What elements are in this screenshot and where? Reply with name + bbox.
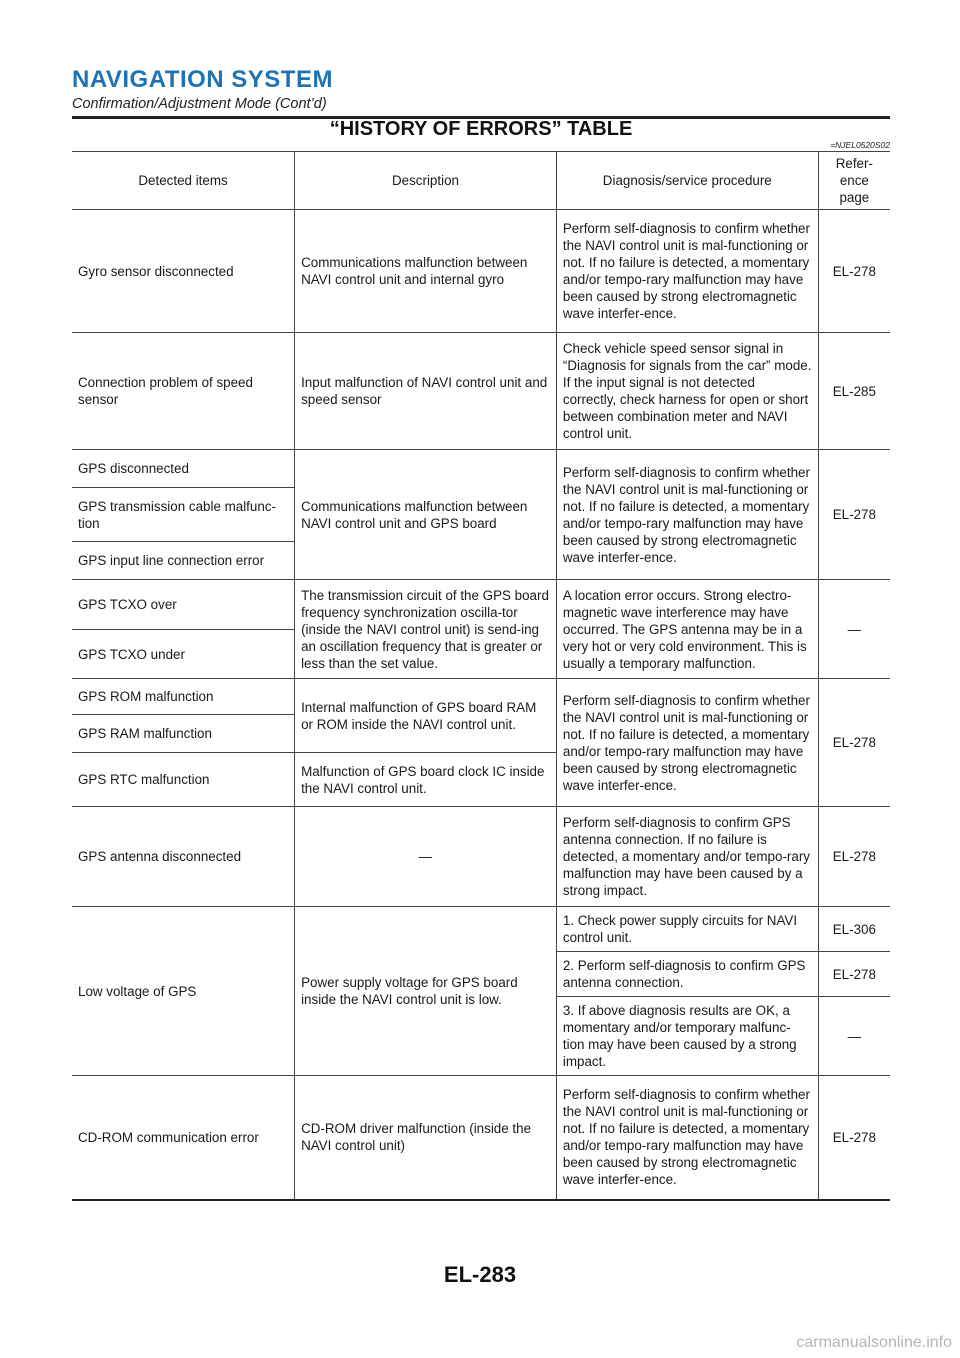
table-row [72, 679, 890, 715]
header-detected-items: Detected items [72, 152, 295, 210]
table-row [72, 580, 890, 630]
detected-item: CD-ROM communication error [72, 1076, 295, 1200]
diagnosis: 1. Check power supply circuits for NAVI control unit. [556, 907, 818, 952]
diagnosis: Perform self-diagnosis to confirm whether the NAVI control unit is mal-functioning or not. If no failure is detected, a momentary and/or tempo-rary malfunction may have been caused by strong electromagnetic wave interfer-ence. [556, 679, 818, 807]
reference-page: EL-278 [818, 807, 890, 907]
table-row [72, 333, 890, 450]
detected-item: GPS RTC malfunction [72, 753, 295, 807]
table-row [72, 1076, 890, 1200]
table-title: “HISTORY OF ERRORS” TABLE [329, 118, 633, 140]
detected-item: Low voltage of GPS [72, 907, 295, 1076]
description: Communications malfunction between NAVI control unit and internal gyro [295, 210, 557, 333]
reference-page: EL-278 [818, 952, 890, 997]
table-header-row [72, 152, 890, 210]
detected-item: GPS transmission cable malfunc-tion [72, 488, 295, 542]
description: Communications malfunction between NAVI control unit and GPS board [295, 450, 557, 580]
history-of-errors-table [72, 151, 890, 1201]
reference-page: EL-285 [818, 333, 890, 450]
reference-page: — [818, 580, 890, 679]
section-header-subtitle: Confirmation/Adjustment Mode (Cont’d) [72, 96, 327, 112]
diagnosis: Perform self-diagnosis to confirm whether the NAVI control unit is mal-functioning or not. If no failure is detected, a momentary and/or tempo-rary malfunction may have been caused by strong electromagnetic wave interfer-ence. [556, 450, 818, 580]
reference-page: EL-278 [818, 450, 890, 580]
detected-item: GPS TCXO over [72, 580, 295, 630]
detected-item: GPS RAM malfunction [72, 715, 295, 753]
detected-item: GPS disconnected [72, 450, 295, 488]
detected-item: Connection problem of speed sensor [72, 333, 295, 450]
page-number: EL-283 [443, 1262, 517, 1287]
table-row [72, 210, 890, 333]
table-row [72, 450, 890, 488]
diagnosis: A location error occurs. Strong electro-magnetic wave interference may have occurred. The GPS antenna may be in a very hot or very cold environment. This is usually a temporary malfunction. [556, 580, 818, 679]
reference-page: EL-278 [818, 210, 890, 333]
detected-item: GPS input line connection error [72, 542, 295, 580]
detected-item: GPS TCXO under [72, 630, 295, 679]
description: Malfunction of GPS board clock IC inside the NAVI control unit. [295, 753, 557, 807]
header-description: Description [295, 152, 557, 210]
diagnosis: Check vehicle speed sensor signal in “Diagnosis for signals from the car” mode. If the input signal is not detected correctly, check harness for open or short between combination meter and NAVI control unit. [556, 333, 818, 450]
reference-page: EL-278 [818, 679, 890, 807]
header-diagnosis: Diagnosis/service procedure [556, 152, 818, 210]
detected-item: Gyro sensor disconnected [72, 210, 295, 333]
diagnosis: Perform self-diagnosis to confirm GPS antenna connection. If no failure is detected, a momentary and/or tempo-rary malfunction may have been caused by a strong impact. [556, 807, 818, 907]
reference-page: — [818, 997, 890, 1076]
watermark: carmanualsonline.info [796, 1334, 952, 1351]
detected-item: GPS antenna disconnected [72, 807, 295, 907]
description: Input malfunction of NAVI control unit and speed sensor [295, 333, 557, 450]
description: The transmission circuit of the GPS board frequency synchronization oscilla-tor (inside the NAVI control unit) is send-ing an oscillation frequency that is greater or less than the set value. [295, 580, 557, 679]
description: — [295, 807, 557, 907]
header-reference-page: Refer- ence page [818, 152, 890, 210]
diagnosis: 3. If above diagnosis results are OK, a momentary and/or temporary malfunc-tion may have been caused by a strong impact. [556, 997, 818, 1076]
description: Internal malfunction of GPS board RAM or ROM inside the NAVI control unit. [295, 679, 557, 753]
section-header-title: NAVIGATION SYSTEM [72, 66, 333, 93]
description: CD-ROM driver malfunction (inside the NAVI control unit) [295, 1076, 557, 1200]
table-row [72, 807, 890, 907]
table-row [72, 907, 890, 952]
diagnosis: 2. Perform self-diagnosis to confirm GPS antenna connection. [556, 952, 818, 997]
reference-page: EL-278 [818, 1076, 890, 1200]
diagnosis: Perform self-diagnosis to confirm whether the NAVI control unit is mal-functioning or not. If no failure is detected, a momentary and/or tempo-rary malfunction may have been caused by strong electromagnetic wave interfer-ence. [556, 1076, 818, 1200]
diagnosis: Perform self-diagnosis to confirm whether the NAVI control unit is mal-functioning or not. If no failure is detected, a momentary and/or tempo-rary malfunction may have been caused by strong electromagnetic wave interfer-ence. [556, 210, 818, 333]
reference-page: EL-306 [818, 907, 890, 952]
detected-item: GPS ROM malfunction [72, 679, 295, 715]
description: Power supply voltage for GPS board inside the NAVI control unit is low. [295, 907, 557, 1076]
section-code: =NJEL0520S02 [830, 140, 890, 150]
